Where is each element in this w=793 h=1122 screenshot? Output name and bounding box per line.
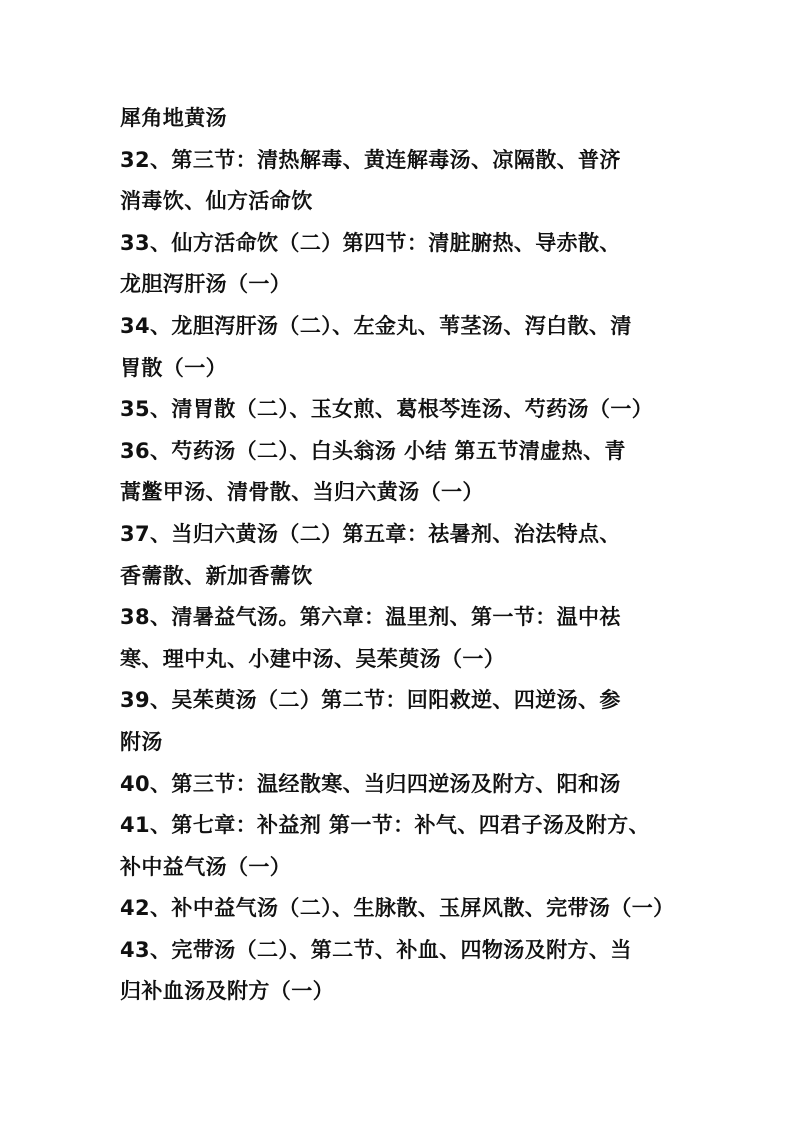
- text-line: 附汤: [120, 729, 163, 754]
- document-body: [120, 98, 680, 1013]
- text-line: 35、清胃散（二）、玉女煎、葛根芩连汤、芍药汤（一）: [120, 397, 654, 422]
- text-line: 40、第三节：温经散寒、当归四逆汤及附方、阳和汤: [120, 771, 621, 796]
- text-line: 补中益气汤（一）: [120, 854, 292, 879]
- text-line: 归补血汤及附方（一）: [120, 979, 334, 1004]
- text-line: 33、仙方活命饮（二）第四节：清脏腑热、导赤散、: [120, 230, 621, 255]
- text-line: 龙胆泻肝汤（一）: [120, 272, 292, 297]
- text-line: 蒿鳖甲汤、清骨散、当归六黄汤（一）: [120, 480, 484, 505]
- text-line: 寒、理中丸、小建中汤、吴茱萸汤（一）: [120, 646, 506, 671]
- text-line: 38、清暑益气汤。第六章：温里剂、第一节：温中祛: [120, 605, 621, 630]
- text-line: 41、第七章：补益剂 第一节：补气、四君子汤及附方、: [120, 813, 650, 838]
- text-line: 42、补中益气汤（二）、生脉散、玉屏风散、完带汤（一）: [120, 896, 675, 921]
- text-line: 消毒饮、仙方活命饮: [120, 189, 313, 214]
- text-line: 犀角地黄汤: [120, 106, 227, 130]
- text-line: 胃散（一）: [120, 355, 227, 380]
- text-line: 43、完带汤（二）、第二节、补血、四物汤及附方、当: [120, 937, 632, 962]
- text-line: 32、第三节：清热解毒、黄连解毒汤、凉隔散、普济: [120, 147, 621, 172]
- text-line: 香薷散、新加香薷饮: [120, 563, 313, 588]
- text-line: 36、芍药汤（二）、白头翁汤 小结 第五节清虚热、青: [120, 438, 626, 463]
- text-line: 34、龙胆泻肝汤（二）、左金丸、苇茎汤、泻白散、清: [120, 313, 632, 338]
- text-line: 37、当归六黄汤（二）第五章：祛暑剂、治法特点、: [120, 521, 621, 546]
- text-line: 39、吴茱萸汤（二）第二节：回阳救逆、四逆汤、参: [120, 688, 621, 713]
